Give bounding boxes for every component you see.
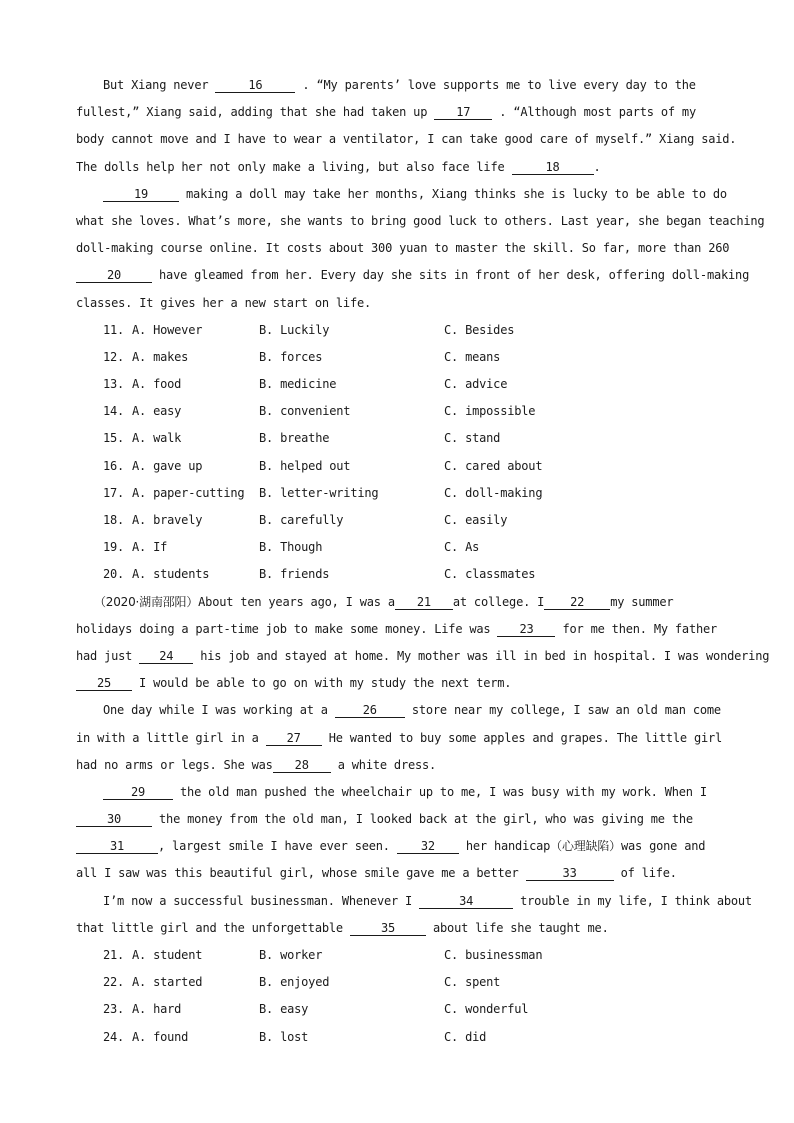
option-c[interactable]: C. spent [444,975,501,990]
option-c[interactable]: C. advice [444,377,508,392]
options-list-1 [76,317,720,589]
blank-26[interactable]: 26 [335,703,405,718]
option-b[interactable]: B. medicine [259,377,337,392]
blank-19[interactable]: 19 [103,187,179,202]
option-c[interactable]: C. did [444,1029,487,1044]
option-c[interactable]: C. cared about [444,458,543,473]
option-a[interactable]: A. If [132,540,168,555]
option-c[interactable]: C. means [444,349,501,364]
blank-30[interactable]: 30 [76,812,152,827]
question-row: 24. A. found B. lost C. did [76,1024,720,1051]
question-row: 15. A. walk B. breathe C. stand [76,425,720,452]
option-a[interactable]: A. gave up [132,458,203,473]
option-b[interactable]: B. forces [259,349,323,364]
option-c[interactable]: C. classmates [444,567,536,582]
option-a[interactable]: A. started [132,975,203,990]
passage-line: classes. It gives her a new start on life. [76,295,372,310]
blank-34[interactable]: 34 [419,894,513,909]
question-row: 13. A. food B. medicine C. advice [76,371,720,398]
blank-31[interactable]: 31 [76,839,158,854]
option-c[interactable]: C. wonderful [444,1002,529,1017]
question-row: 16. A. gave up B. helped out C. cared about [76,453,720,480]
question-row: 20. A. students B. friends C. classmates [76,561,720,588]
question-row: 19. A. If B. Though C. As [76,534,720,561]
passage-line: fullest,” Xiang said, adding that she had taken up 17 . “Although most parts of my [76,105,696,120]
option-b[interactable]: B. worker [259,948,323,962]
passage-line: 29 the old man pushed the wheelchair up to me, I was busy with my work. When I [76,779,720,806]
blank-25[interactable]: 25 [76,676,132,691]
blank-27[interactable]: 27 [266,731,322,746]
passage-line: body cannot move and I have to wear a ventilator, I can take good care of myself.” Xiang said. [76,132,737,147]
question-row: 11. A. However B. Luckily C. Besides [76,317,720,344]
passage-line: But Xiang never 16 . “My parents’ love supports me to live every day to the [103,78,696,92]
question-row: 23. A. hard B. easy C. wonderful [76,996,720,1023]
option-c[interactable]: C. doll-making [444,485,543,500]
option-b[interactable]: B. helped out [259,458,351,473]
blank-23[interactable]: 23 [497,622,555,637]
option-c[interactable]: C. stand [444,431,501,446]
blank-18[interactable]: 18 [512,160,594,175]
option-a[interactable]: A. student [132,948,203,962]
blank-22[interactable]: 22 [544,595,610,610]
passage-line: all I saw was this beautiful girl, whose smile gave me a better 33 of life. [76,866,677,881]
option-a[interactable]: A. bravely [132,513,203,527]
option-b[interactable]: B. easy [259,1002,309,1017]
blank-21[interactable]: 21 [395,595,453,610]
option-b[interactable]: B. breathe [259,431,330,446]
blank-20[interactable]: 20 [76,268,152,283]
passage-line: One day while I was working at a 26 store near my college, I saw an old man come [103,703,721,718]
document-page [76,72,770,1051]
passage-line: that little girl and the unforgettable 35 about life she taught me. [76,920,609,935]
blank-24[interactable]: 24 [139,649,193,664]
passage-line: 19 making a doll may take her months, Xiang thinks she is lucky to be able to do [76,181,720,208]
option-b[interactable]: B. carefully [259,513,344,527]
option-c[interactable]: C. As [444,540,480,555]
passage-line: 25 I would be able to go on with my study the next term. [76,670,720,697]
option-a[interactable]: A. found [132,1029,189,1044]
option-a[interactable]: A. food [132,377,182,392]
option-b[interactable]: B. enjoyed [259,975,330,990]
blank-29[interactable]: 29 [103,785,173,800]
blank-28[interactable]: 28 [273,758,331,773]
question-row: 17. A. paper-cutting B. letter-writing C. doll-making [76,480,720,507]
option-a[interactable]: A. hard [132,1002,182,1017]
option-b[interactable]: B. friends [259,567,330,582]
option-b[interactable]: B. Though [259,540,323,555]
passage-line: 20 have gleamed from her. Every day she sits in front of her desk, offering doll-making [76,262,720,289]
passage-line: The dolls help her not only make a living, but also face life 18 . [76,159,601,174]
option-a[interactable]: A. walk [132,431,182,446]
blank-32[interactable]: 32 [397,839,459,854]
passage-line: 31 , largest smile I have ever seen. 32 her handicap（心理缺陷）was gone and [76,833,720,860]
question-row: 21. A. student B. worker C. businessman [76,942,720,969]
option-a[interactable]: A. easy [132,404,182,419]
option-b[interactable]: B. lost [259,1029,309,1044]
blank-33[interactable]: 33 [526,866,614,881]
question-row: 12. A. makes B. forces C. means [76,344,720,371]
option-b[interactable]: B. convenient [259,404,351,419]
option-a[interactable]: A. paper-cutting [132,485,245,500]
option-c[interactable]: C. easily [444,513,508,527]
passage-line: had just 24 his job and stayed at home. My mother was ill in bed in hospital. I was wondering [76,648,770,663]
question-row: 14. A. easy B. convenient C. impossible [76,398,720,425]
source-label: （2020·湖南邵阳） [94,594,199,609]
question-row: 22. A. started B. enjoyed C. spent [76,969,720,996]
option-b[interactable]: B. Luckily [259,322,330,337]
passage-line: in with a little girl in a 27 He wanted to buy some apples and grapes. The little girl [76,730,723,745]
option-b[interactable]: B. letter-writing [259,485,379,500]
passage-line: had no arms or legs. She was 28 a white dress. [76,757,437,772]
option-c[interactable]: C. businessman [444,948,543,962]
blank-17[interactable]: 17 [434,105,492,120]
passage-line: what she loves. What’s more, she wants to bring good luck to others. Last year, she began teaching [76,213,765,228]
question-row: 18. A. bravely B. carefully C. easily [76,507,720,534]
passage-line: （2020·湖南邵阳）About ten years ago, I was a 21 at college. I 22 my summer [94,594,674,609]
option-c[interactable]: C. impossible [444,404,536,419]
passage-line: holidays doing a part-time job to make some money. Life was 23 for me then. My father [76,621,718,636]
options-list-2 [76,942,720,1051]
passage-line: doll-making course online. It costs about 300 yuan to master the skill. So far, more than 260 [76,241,730,256]
option-a[interactable]: A. makes [132,349,189,364]
option-c[interactable]: C. Besides [444,322,515,337]
blank-16[interactable]: 16 [215,78,295,93]
option-a[interactable]: A. students [132,567,210,582]
passage-line: I’m now a successful businessman. Whenever I 34 trouble in my life, I think about [103,893,752,908]
option-a[interactable]: A. However [132,322,203,337]
blank-35[interactable]: 35 [350,921,426,936]
passage-line: 30 the money from the old man, I looked back at the girl, who was giving me the [76,806,720,833]
